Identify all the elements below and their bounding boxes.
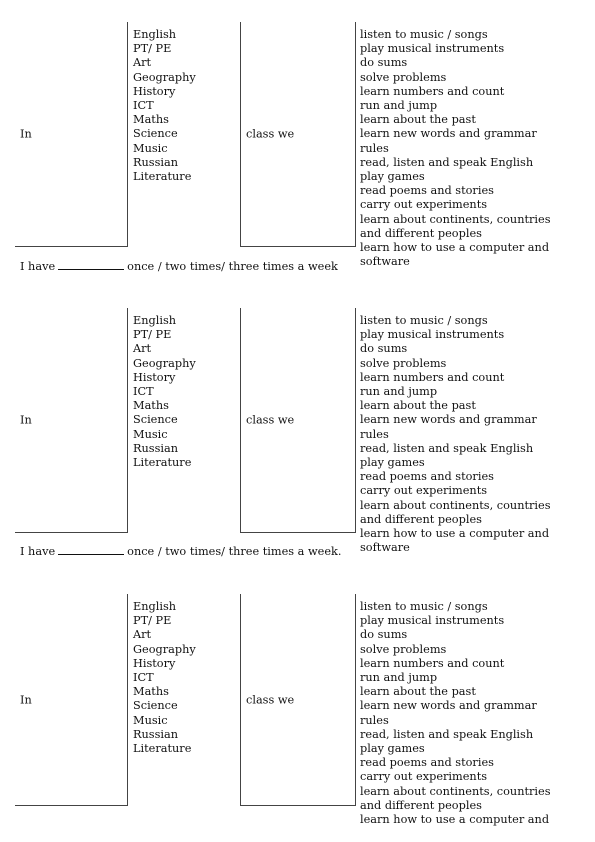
subject-item: Science xyxy=(133,413,178,427)
activities-column xyxy=(354,594,584,827)
subject-item: Art xyxy=(133,56,152,70)
subjects-list xyxy=(133,600,196,756)
activity-item: do sums xyxy=(360,342,408,356)
activity-item: learn about the past xyxy=(360,399,476,413)
subject-item: English xyxy=(133,314,177,327)
activity-item: learn new words and grammar rules xyxy=(360,127,537,155)
subject-item: ICT xyxy=(133,99,154,113)
activity-item: learn new words and grammar rules xyxy=(360,699,537,727)
activity-item: do sums xyxy=(360,628,408,642)
subjects-column xyxy=(127,594,240,806)
activities-column xyxy=(354,22,584,269)
subject-item: Music xyxy=(133,427,168,441)
activity-item: learn about the past xyxy=(360,113,476,127)
activity-item: listen to music / songs xyxy=(360,28,488,41)
subject-item: History xyxy=(133,656,176,670)
subject-item: Literature xyxy=(133,742,192,756)
activity-item: read poems and stories xyxy=(360,756,494,770)
frequency-sentence-1 xyxy=(20,259,338,273)
subject-item: Art xyxy=(133,342,152,356)
activity-item: carry out experiments xyxy=(360,770,488,784)
activity-item: solve problems xyxy=(360,642,447,656)
activity-item: read, listen and speak English xyxy=(360,155,534,169)
activity-item: learn how to use a computer and software xyxy=(360,241,550,269)
activity-item: read poems and stories xyxy=(360,184,494,198)
activities-list xyxy=(360,28,565,269)
activity-item: learn about continents, countries and different peoples xyxy=(360,212,551,240)
activities-list xyxy=(360,314,565,555)
subject-item: Russian xyxy=(133,441,178,455)
subject-item: PT/ PE xyxy=(133,42,172,56)
subject-item: ICT xyxy=(133,671,154,685)
subject-item: Music xyxy=(133,141,168,155)
activity-item: run and jump xyxy=(360,671,438,685)
activity-item: run and jump xyxy=(360,385,438,399)
activity-item: solve problems xyxy=(360,356,447,370)
activity-item: play musical instruments xyxy=(360,328,505,342)
activity-item: learn numbers and count xyxy=(360,656,505,670)
class-label: class we xyxy=(246,693,295,706)
subject-item: Russian xyxy=(133,155,178,169)
in-label: In xyxy=(20,693,32,706)
activity-item: learn how to use a computer and xyxy=(360,813,550,827)
subject-item: ICT xyxy=(133,385,154,399)
subject-item: PT/ PE xyxy=(133,614,172,628)
activity-item: solve problems xyxy=(360,70,447,84)
subject-item: Science xyxy=(133,127,178,141)
sentence-start: I have xyxy=(20,260,56,273)
activity-item: carry out experiments xyxy=(360,484,488,498)
subject-item: English xyxy=(133,600,177,613)
subject-item: English xyxy=(133,28,177,41)
subject-item: Music xyxy=(133,713,168,727)
activity-item: play games xyxy=(360,742,425,756)
answer-blank[interactable] xyxy=(58,544,124,555)
subject-item: Literature xyxy=(133,170,192,184)
activity-item: learn about continents, countries and different peoples xyxy=(360,784,551,812)
activity-item: run and jump xyxy=(360,99,438,113)
class-label: class we xyxy=(246,127,295,141)
activity-item: learn about continents, countries and different peoples xyxy=(360,498,551,526)
subject-item: History xyxy=(133,84,176,98)
subject-item: Geography xyxy=(133,70,196,84)
subject-item: Maths xyxy=(133,685,169,699)
subject-item: Geography xyxy=(133,356,196,370)
activity-item: read poems and stories xyxy=(360,470,494,484)
activity-item: learn about the past xyxy=(360,685,476,699)
activity-item: listen to music / songs xyxy=(360,314,488,327)
class-column xyxy=(240,594,356,806)
subjects-column xyxy=(127,22,240,247)
activity-item: read, listen and speak English xyxy=(360,441,534,455)
activities-column xyxy=(354,308,584,555)
in-column xyxy=(15,22,128,247)
sentence-end: once / two times/ three times a week. xyxy=(127,545,342,558)
exercise-block-3 xyxy=(0,594,595,827)
activity-item: listen to music / songs xyxy=(360,600,488,613)
activity-item: learn numbers and count xyxy=(360,84,505,98)
activity-item: learn numbers and count xyxy=(360,370,505,384)
activity-item: read, listen and speak English xyxy=(360,727,534,741)
sentence-start: I have xyxy=(20,545,56,558)
subjects-column xyxy=(127,308,240,533)
answer-blank[interactable] xyxy=(58,259,124,270)
subject-item: PT/ PE xyxy=(133,328,172,342)
subjects-list xyxy=(133,28,196,184)
subject-item: Maths xyxy=(133,113,169,127)
class-column xyxy=(240,22,356,247)
subject-item: Art xyxy=(133,628,152,642)
sentence-end: once / two times/ three times a week xyxy=(127,260,338,273)
activity-item: learn how to use a computer and software xyxy=(360,527,550,555)
subject-item: Maths xyxy=(133,399,169,413)
activity-item: play games xyxy=(360,456,425,470)
activity-item: play games xyxy=(360,170,425,184)
in-column xyxy=(15,594,128,806)
subject-item: Russian xyxy=(133,727,178,741)
activity-item: carry out experiments xyxy=(360,198,488,212)
class-label: class we xyxy=(246,413,295,427)
frequency-sentence-2 xyxy=(20,544,341,558)
in-column xyxy=(15,308,128,533)
in-label: In xyxy=(20,413,32,427)
activity-item: play musical instruments xyxy=(360,614,505,628)
subject-item: Literature xyxy=(133,456,192,470)
activity-item: do sums xyxy=(360,56,408,70)
activities-list xyxy=(360,600,565,827)
activity-item: play musical instruments xyxy=(360,42,505,56)
in-label: In xyxy=(20,127,32,141)
subject-item: Science xyxy=(133,699,178,713)
activity-item: learn new words and grammar rules xyxy=(360,413,537,441)
class-column xyxy=(240,308,356,533)
subjects-list xyxy=(133,314,196,470)
subject-item: History xyxy=(133,370,176,384)
subject-item: Geography xyxy=(133,642,196,656)
